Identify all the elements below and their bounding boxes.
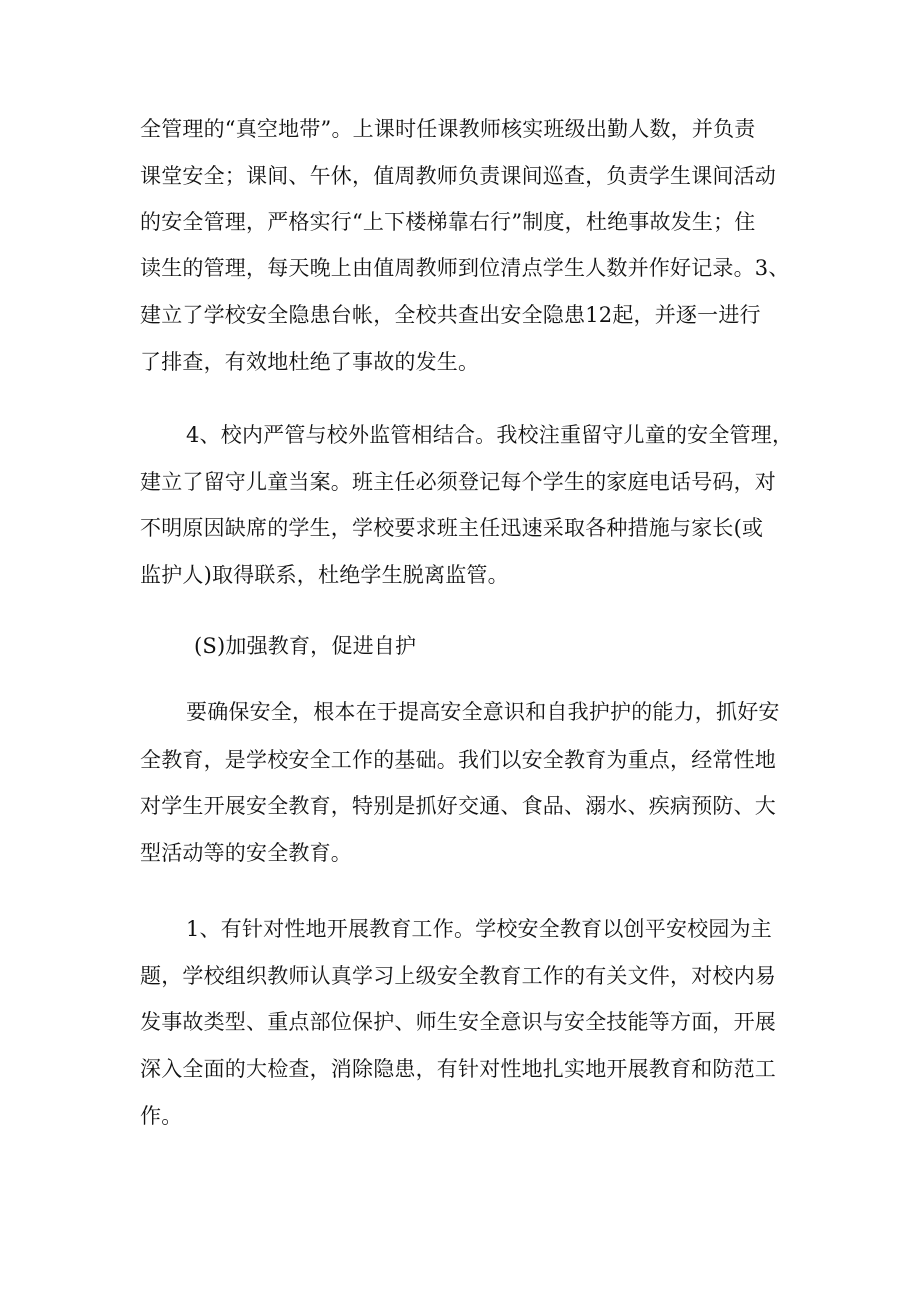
text-line: 监护人)取得联系，杜绝学生脱离监管。 <box>140 563 509 587</box>
text-line: 发事故类型、重点部位保护、师生安全意识与安全技能等方面，开展 <box>140 1010 776 1034</box>
text-line: 课堂安全；课间、午休，值周教师负责课间巡查，负责学生课间活动 <box>140 164 776 188</box>
text-line: 题，学校组织教师认真学习上级安全教育工作的有关文件，对校内易 <box>140 964 776 988</box>
text-line: 不明原因缺席的学生，学校要求班主任迅速采取各种措施与家长(或 <box>140 516 764 540</box>
text-line: 建立了留守儿童当案。班主任必须登记每个学生的家庭电话号码，对 <box>140 470 776 494</box>
text-line: 建立了学校安全隐患台帐，全校共查出安全隐患12起，并逐一进行 <box>140 303 761 327</box>
text-line: 1、有针对性地开展教育工作。学校安全教育以创平安校园为主 <box>186 917 772 941</box>
text-line: 深入全面的大检查，消除隐患，有针对性地扎实地开展教育和防范工 <box>140 1057 776 1081</box>
text-line: 全教育，是学校安全工作的基础。我们以安全教育为重点，经常性地 <box>140 748 776 772</box>
text-line: 要确保安全，根本在于提高安全意识和自我护护的能力，抓好安 <box>186 700 780 724</box>
text-line: 读生的管理，每天晚上由值周教师到位清点学生人数并作好记录。3、 <box>140 256 790 280</box>
text-line: 了排查，有效地杜绝了事故的发生。 <box>140 350 480 374</box>
text-line: 4、校内严管与校外监管相结合。我校注重留守儿童的安全管理， <box>186 423 794 447</box>
section-heading-text: (S)加强教育，促进自护 <box>194 634 417 658</box>
text-line: 型活动等的安全教育。 <box>140 841 352 865</box>
text-line: 的安全管理，严格实行“上下楼梯靠右行”制度，杜绝事故发生；住 <box>140 210 756 234</box>
text-line: 全管理的“真空地带”。上课时任课教师核实班级出勤人数，并负责 <box>140 117 756 141</box>
text-line: 作。 <box>140 1104 183 1128</box>
text-line: 对学生开展安全教育，特别是抓好交通、食品、溺水、疾病预防、大 <box>140 794 776 818</box>
